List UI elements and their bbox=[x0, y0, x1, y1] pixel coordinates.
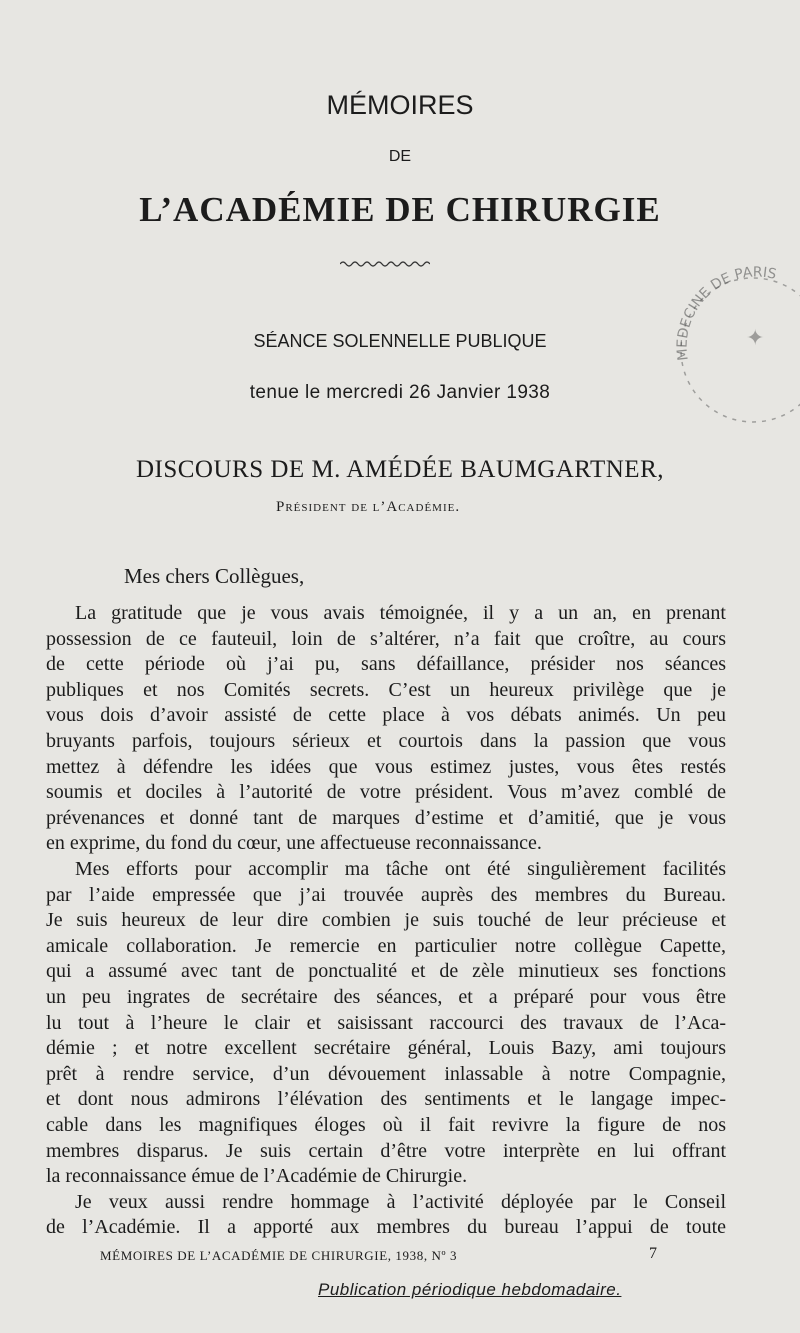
speech-title: DISCOURS DE M. AMÉDÉE BAUMGARTNER, bbox=[135, 456, 665, 483]
text-line: membres disparus. Je suis certain d’être votre interprète en lui offrant bbox=[46, 1140, 726, 1162]
text-line: La gratitude que je vous avais témoignée, il y a un an, en prenant bbox=[75, 602, 726, 624]
text-line: en exprime, du fond du cœur, une affectueuse reconnaissance. bbox=[46, 832, 542, 854]
text-line: bruyants parfois, toujours sérieux et courtois dans la passion que vous bbox=[46, 730, 726, 752]
text-line: de cette période où j’ai pu, sans défaillance, présider nos séances bbox=[46, 653, 726, 675]
text-line: et dont nous admirons l’élévation des sentiments et le langage impec- bbox=[46, 1088, 726, 1110]
running-footer: MÉMOIRES DE L’ACADÉMIE DE CHIRURGIE, 1938, Nº 3 bbox=[100, 1248, 458, 1263]
text-line: Je veux aussi rendre hommage à l’activité déployée par le Conseil bbox=[75, 1191, 726, 1213]
text-line: prévenances et donné tant de marques d’estime et d’amitié, que je vous bbox=[46, 807, 726, 829]
text-line: la reconnaissance émue de l’Académie de Chirurgie. bbox=[46, 1165, 468, 1187]
text-line: prêt à rendre service, d’un dévouement inlassable à notre Compagnie, bbox=[46, 1063, 726, 1085]
title-academie: L’ACADÉMIE DE CHIRURGIE bbox=[139, 190, 661, 229]
speaker-role: Président de l’Académie. bbox=[276, 499, 461, 515]
text-line: possession de ce fauteuil, loin de s’altérer, n’a fait que croître, au cours bbox=[46, 628, 726, 650]
text-line: un peu ingrates de secrétaire des séances, et a préparé pour vous être bbox=[46, 986, 726, 1008]
page-number: 7 bbox=[649, 1245, 657, 1262]
text-line: Mes efforts pour accomplir ma tâche ont été singulièrement facilités bbox=[75, 858, 726, 880]
wavy-ornament bbox=[340, 258, 430, 270]
text-line: de l’Académie. Il a apporté aux membres du bureau l’appui de toute bbox=[46, 1216, 726, 1238]
text-line: mettez à défendre les idées que vous estimez justes, vous êtes restés bbox=[46, 756, 726, 778]
stamp-text: MEDECINE DE PARIS bbox=[674, 264, 778, 362]
title-memoires: MÉMOIRES bbox=[326, 90, 474, 120]
text-line: publiques et nos Comités secrets. C’est un heureux privilège que je bbox=[46, 679, 726, 701]
publication-note: Publication périodique hebdomadaire. bbox=[318, 1280, 622, 1299]
text-line: soumis et dociles à l’autorité de votre président. Vous m’avez comblé de bbox=[46, 781, 726, 803]
title-de: DE bbox=[388, 148, 412, 165]
text-line: par l’aide empressée que j’ai trouvée auprès des membres du Bureau. bbox=[46, 884, 726, 906]
text-line: Je suis heureux de leur dire combien je suis touché de leur précieuse et bbox=[46, 909, 726, 931]
text-line: vous dois d’avoir assisté de cette place à vos débats animés. Un peu bbox=[46, 704, 726, 726]
text-line: cable dans les magnifiques éloges où il fait revivre la figure de nos bbox=[46, 1114, 726, 1136]
text-line: qui a assumé avec tant de ponctualité et de zèle minutieux ses fonctions bbox=[46, 960, 726, 982]
text-line: amicale collaboration. Je remercie en particulier notre collègue Capette, bbox=[46, 935, 726, 957]
salutation: Mes chers Collègues, bbox=[124, 564, 305, 588]
session-date: tenue le mercredi 26 Janvier 1938 bbox=[249, 382, 551, 403]
text-line: démie ; et notre excellent secrétaire général, Louis Bazy, ami toujours bbox=[46, 1037, 726, 1059]
session-title: SÉANCE SOLENNELLE PUBLIQUE bbox=[253, 331, 547, 351]
svg-text:✦: ✦ bbox=[746, 325, 765, 350]
text-line: lu tout à l’heure le clair et saisissant raccourci des travaux de l’Aca- bbox=[46, 1012, 726, 1034]
